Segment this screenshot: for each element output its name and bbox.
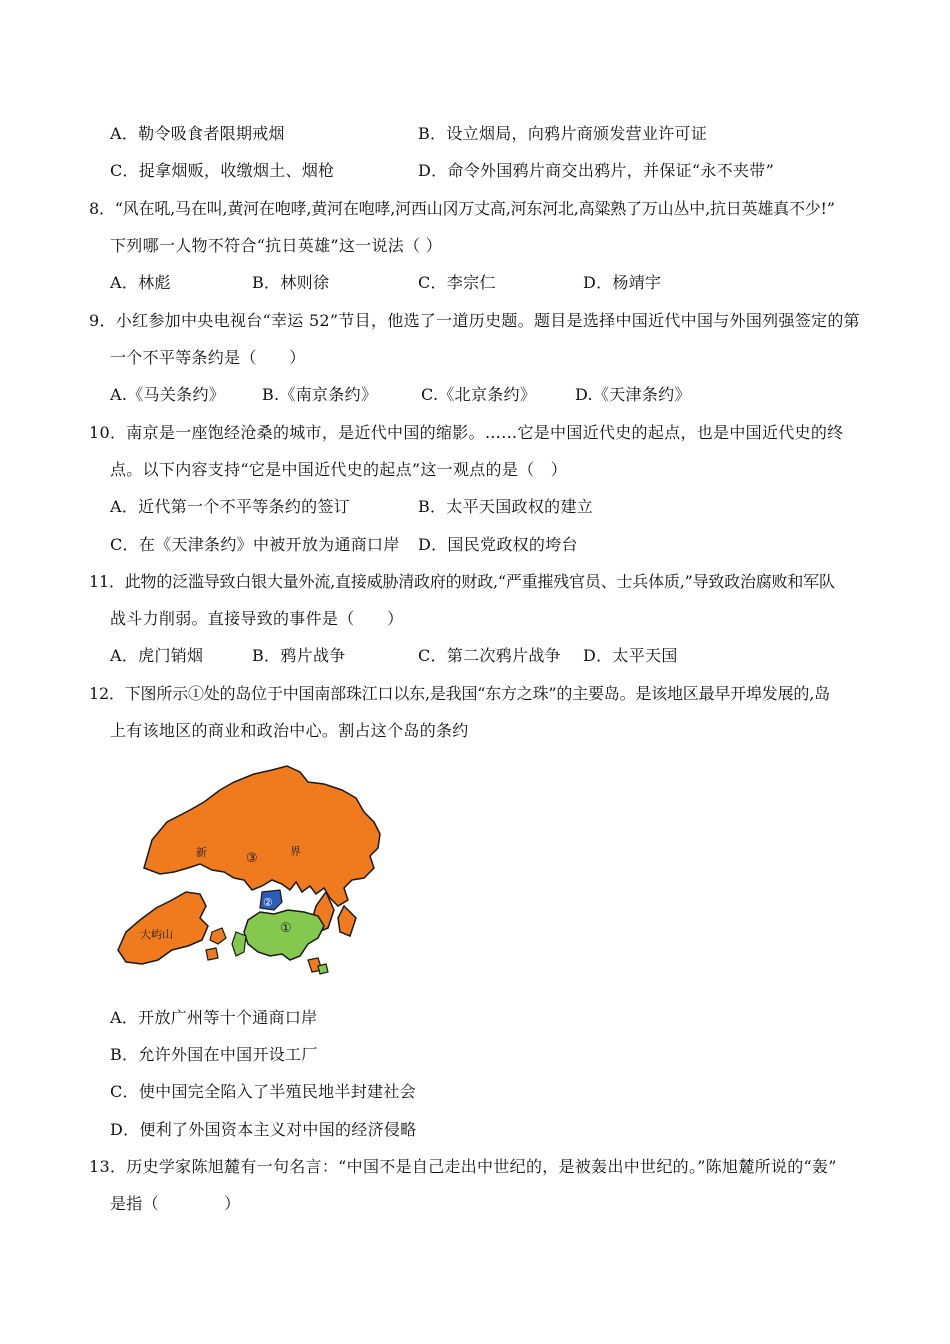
q11-option-a: A．虎门销烟	[110, 646, 204, 665]
small-island	[206, 948, 218, 960]
q10-option-b: B．太平天国政权的建立	[418, 497, 594, 516]
q12-stem-line1: 12．下图所示①处的岛位于中国南部珠江口以东,是我国“东方之珠”的主要岛。是该地区最早开埠发展的,岛	[89, 684, 830, 703]
clear-water-bay	[338, 906, 356, 936]
q9-stem-line1: 9．小红参加中央电视台“幸运 52”节目，他选了一道历史题。题目是选择中国近代中国与外国列强签定的第	[89, 311, 860, 330]
q7-option-b: B．设立烟局，向鸦片商颁发营业许可证	[418, 124, 708, 143]
q8-option-b: B．林则徐	[252, 273, 330, 292]
q12-option-b: B．允许外国在中国开设工厂	[110, 1045, 318, 1064]
q10-option-a: A．近代第一个不平等条约的签订	[110, 497, 351, 516]
hong-kong-map	[112, 760, 387, 985]
label-dayushan: 大屿山	[140, 928, 173, 941]
q12-option-a: A．开放广州等十个通商口岸	[110, 1008, 318, 1027]
label-xinjie-1: 新	[196, 846, 207, 859]
q11-option-d: D．太平天国	[583, 646, 678, 665]
q11-option-c: C．第二次鸦片战争	[418, 646, 561, 665]
q13-stem-line1: 13．历史学家陈旭麓有一句名言：“中国不是自己走出中世纪的，是被轰出中世纪的。”陈旭麓所说的“轰”	[89, 1157, 837, 1176]
label-xinjie-2: 界	[290, 845, 301, 858]
q10-option-c: C．在《天津条约》中被开放为通商口岸	[110, 535, 400, 554]
q13-stem-line2: 是指（ ）	[110, 1194, 241, 1213]
q9-option-a: A.《马关条约》	[110, 385, 226, 404]
new-territories-region	[144, 766, 380, 906]
q11-stem-line2: 战斗力削弱。直接导致的事件是（ ）	[110, 609, 404, 628]
q9-option-c: C.《北京条约》	[421, 385, 537, 404]
lamma-island	[232, 932, 246, 956]
q11-option-b: B．鸦片战争	[252, 646, 346, 665]
q9-stem-line2: 一个不平等条约是（ ）	[110, 348, 306, 367]
q10-option-d: D．国民党政权的垮台	[418, 535, 578, 554]
label-region-1: ①	[280, 921, 292, 936]
label-region-2: ②	[263, 896, 273, 909]
q8-option-d: D．杨靖宇	[583, 273, 662, 292]
small-island	[210, 928, 226, 944]
small-island	[318, 964, 328, 974]
q12-stem-line2: 上有该地区的商业和政治中心。割占这个岛的条约	[110, 721, 469, 740]
q9-option-d: D.《天津条约》	[575, 385, 691, 404]
q12-option-c: C．使中国完全陷入了半殖民地半封建社会	[110, 1082, 416, 1101]
q11-stem-line1: 11．此物的泛滥导致白银大量外流,直接威胁清政府的财政,“严重摧残官员、士兵体质,”导致政治腐败和军队	[89, 572, 835, 591]
q7-option-a: A．勒令吸食者限期戒烟	[110, 124, 285, 143]
q8-option-a: A．林彪	[110, 273, 171, 292]
label-region-3: ③	[246, 851, 258, 866]
q9-option-b: B.《南京条约》	[262, 385, 378, 404]
q7-option-c: C．捉拿烟贩，收缴烟土、烟枪	[110, 161, 335, 180]
q8-stem-line1: 8．“风在吼,马在叫,黄河在咆哮,黄河在咆哮,河西山冈万丈高,河东河北,高粱熟了万山丛中,抗日英雄真不少!”	[89, 199, 835, 218]
q8-option-c: C．李宗仁	[418, 273, 496, 292]
q8-stem-line2: 下列哪一人物不符合“抗日英雄”这一说法（ ）	[110, 236, 443, 255]
q12-option-d: D．便利了外国资本主义对中国的经济侵略	[110, 1120, 417, 1139]
q10-stem-line2: 点。以下内容支持“它是中国近代史的起点”这一观点的是（ ）	[110, 460, 568, 479]
q10-stem-line1: 10．南京是一座饱经沧桑的城市，是近代中国的缩影。……它是中国近代史的起点，也是中国近代史的终	[89, 423, 844, 442]
q7-option-d: D．命令外国鸦片商交出鸦片，并保证“永不夹带”	[418, 161, 775, 180]
